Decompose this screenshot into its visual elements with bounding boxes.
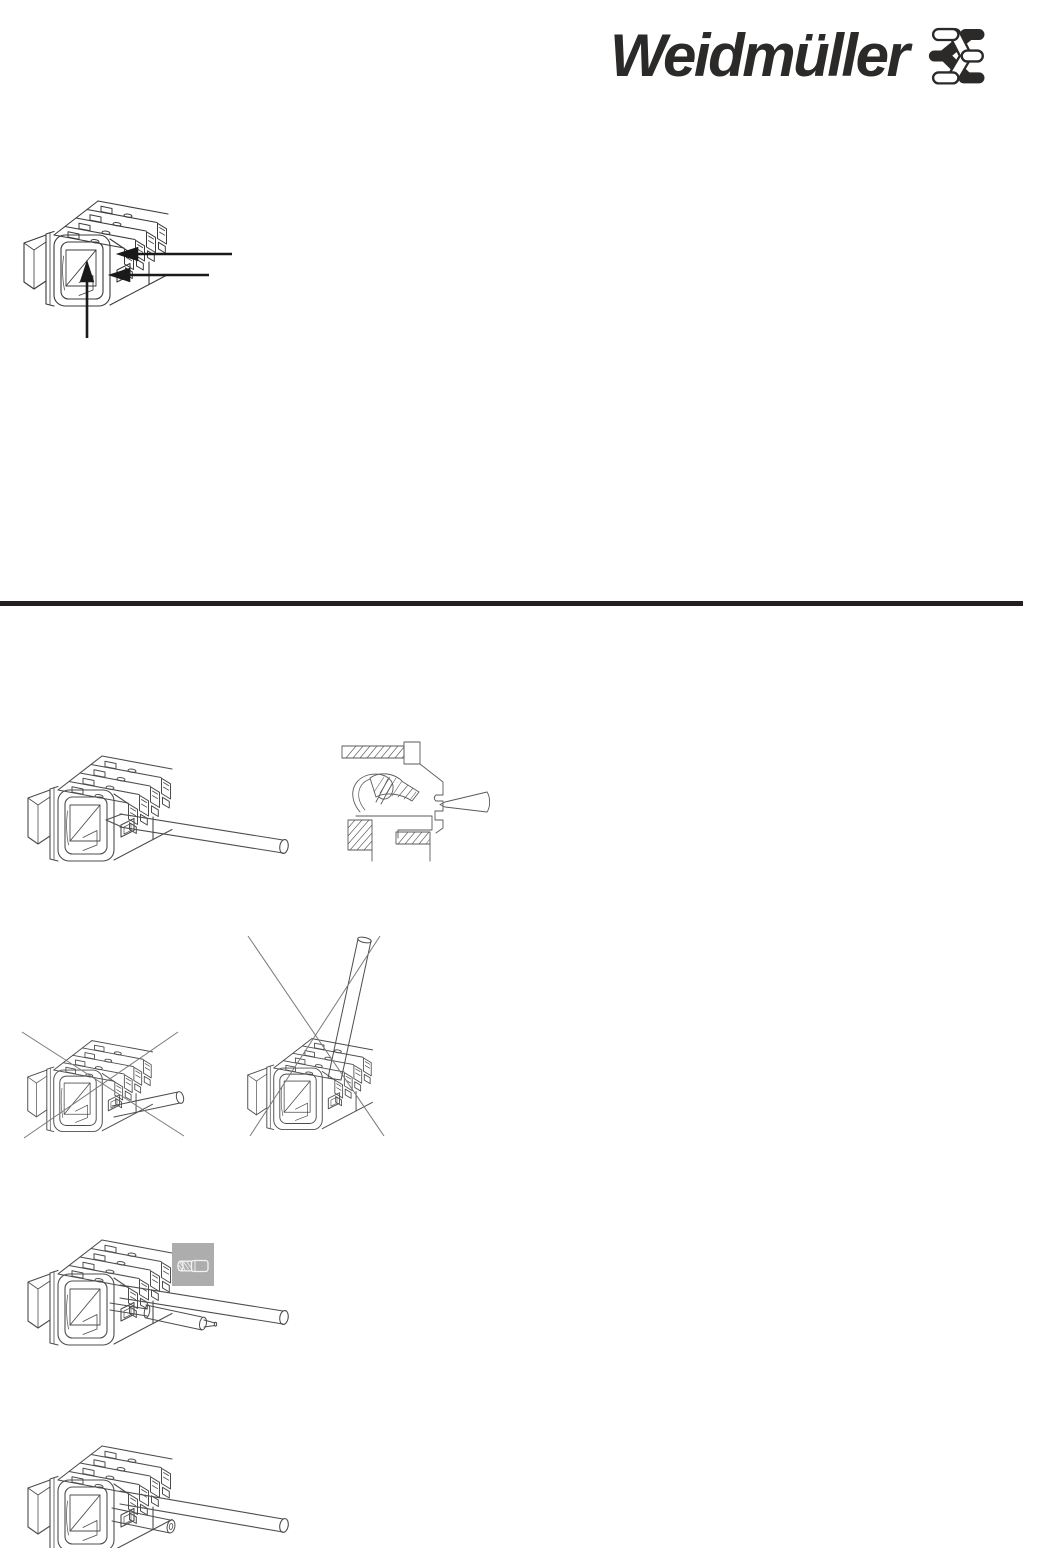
figure-wrong-wire-angle — [14, 1026, 192, 1142]
connector-line-art — [28, 1041, 153, 1132]
clamp-spring — [353, 774, 393, 812]
weidmuller-w-mark-icon — [923, 18, 1003, 94]
connector-line-art — [28, 1240, 172, 1345]
ferrule-badge — [172, 1243, 214, 1286]
cross-out-mark — [22, 1032, 184, 1138]
inserted-rod — [328, 936, 372, 1080]
brand-wordmark: Weidmüller — [610, 22, 908, 89]
upper-wire — [120, 1285, 289, 1325]
figure-wire-insertion — [20, 748, 300, 873]
figure-wrong-tool-from-top — [238, 930, 390, 1140]
figure-callout-connector — [18, 186, 253, 344]
figure-clamp-cross-section — [340, 740, 490, 862]
connector-line-art — [28, 1446, 172, 1548]
clamp-body — [370, 774, 419, 801]
conductor-tip — [440, 792, 490, 812]
upper-wire — [120, 1491, 289, 1533]
housing-bottom-bar — [396, 832, 430, 844]
figure-two-wire-insertion — [20, 1438, 300, 1548]
connector-line-art — [28, 756, 172, 861]
section-divider — [0, 601, 1023, 606]
figure-ferrule-usage — [20, 1233, 300, 1348]
brand-logo — [610, 18, 1003, 94]
callout-arrows — [82, 249, 233, 339]
connector-line-art — [248, 1039, 373, 1130]
housing-bottom-left — [348, 820, 372, 850]
